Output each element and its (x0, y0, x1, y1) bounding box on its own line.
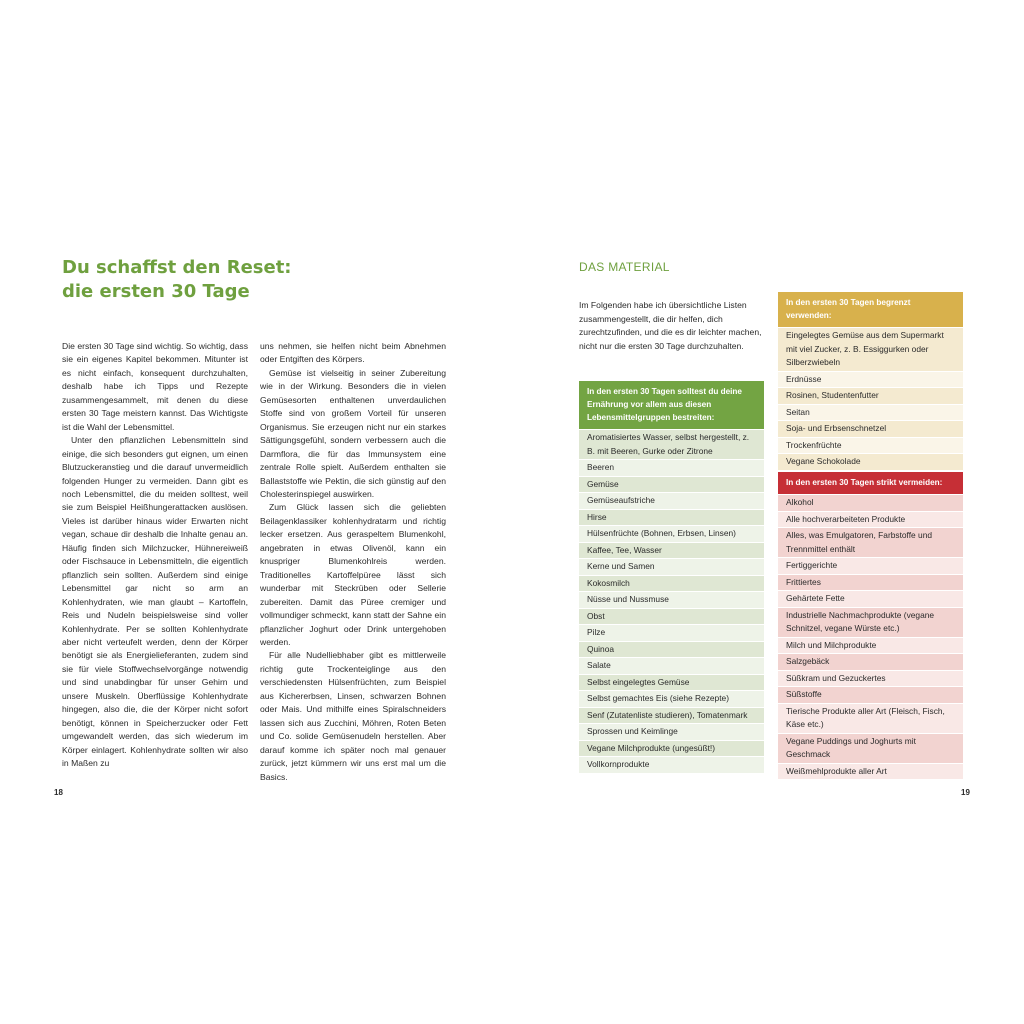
limited-foods-box (778, 292, 963, 470)
list-item: Aromatisiertes Wasser, selbst hergestellt, z. B. mit Beeren, Gurke oder Zitrone (579, 429, 764, 459)
list-item: Nüsse und Nussmuse (579, 591, 764, 608)
paragraph: Gemüse ist vielseitig in seiner Zubereitung wie in der Wirkung. Besonders die in vielen Gemüsesorten enthaltenen unverdaulichen Stoffe sind von großem Vorteil für unseren Organismus. Sie erzeugen nicht nur ein starkes Sättigungsgefühl, sondern verbessern auch die Darmflora, die für das Immunsystem eine zentrale Rolle spielt. Außerdem enthalten sie Ballaststoffe wie Pektin, die sich günstig auf den Cholesterinspiegel auswirken. (260, 367, 446, 499)
list-item: Kerne und Samen (579, 558, 764, 575)
avoid-foods-list (778, 494, 963, 779)
section-label: DAS MATERIAL (579, 260, 670, 274)
paragraph: uns nehmen, sie helfen nicht beim Abnehmen oder Entgiften des Körpers. (260, 341, 446, 365)
list-item: Fertiggerichte (778, 557, 963, 574)
list-item: Salate (579, 657, 764, 674)
list-item: Selbst eingelegtes Gemüse (579, 674, 764, 691)
list-item: Industrielle Nachmachprodukte (vegane Schnitzel, vegane Würste etc.) (778, 607, 963, 637)
box-heading: In den ersten 30 Tagen solltest du deine Ernährung vor allem aus diesen Lebensmittelgruppen bestreiten: (579, 381, 764, 429)
list-item: Senf (Zutatenliste studieren), Tomatenmark (579, 707, 764, 724)
list-item: Süßkram und Gezuckertes (778, 670, 963, 687)
list-item: Obst (579, 608, 764, 625)
list-item: Soja- und Erbsenschnetzel (778, 420, 963, 437)
list-item: Alles, was Emulgatoren, Farbstoffe und Trennmittel enthält (778, 527, 963, 557)
list-item: Beeren (579, 459, 764, 476)
page-title (62, 256, 292, 304)
intro-text: Im Folgenden habe ich übersichtliche Listen zusammengestellt, die dir helfen, dich zurechtzufinden, und die es dir leichter machen, nicht nur die ersten 30 Tage durchzuhalten. (579, 300, 762, 351)
page-number-right: 19 (961, 788, 970, 797)
list-item: Erdnüsse (778, 371, 963, 388)
body-column-1 (62, 340, 248, 771)
paragraph: Die ersten 30 Tage sind wichtig. So wichtig, dass sie ein eigenes Kapitel bekommen. Mitunter ist es nicht einfach, konsequent durchzuhalten, deshalb habe ich Tipps und Rezepte zusammengesammelt, mit denen du diese ersten 30 Tage meistern kannst. Das Wichtigste ist die Wahl der Lebensmittel. (62, 341, 248, 432)
list-item: Milch und Milchprodukte (778, 637, 963, 654)
recommended-foods-box (579, 381, 764, 773)
list-item: Eingelegtes Gemüse aus dem Supermarkt mit viel Zucker, z. B. Essiggurken oder Silberzwiebeln (778, 327, 963, 371)
list-item: Vegane Milchprodukte (ungesüßt!) (579, 740, 764, 757)
title-line-2: die ersten 30 Tage (62, 281, 250, 302)
list-item: Sprossen und Keimlinge (579, 723, 764, 740)
box-heading: In den ersten 30 Tagen strikt vermeiden: (778, 472, 963, 494)
page-number-left: 18 (54, 788, 63, 797)
list-item: Tierische Produkte aller Art (Fleisch, Fisch, Käse etc.) (778, 703, 963, 733)
list-item: Selbst gemachtes Eis (siehe Rezepte) (579, 690, 764, 707)
list-item: Alle hochverarbeiteten Produkte (778, 511, 963, 528)
list-item: Gemüseaufstriche (579, 492, 764, 509)
title-line-1: Du schaffst den Reset: (62, 257, 292, 278)
list-item: Pilze (579, 624, 764, 641)
box-heading: In den ersten 30 Tagen begrenzt verwenden: (778, 292, 963, 327)
list-item: Gehärtete Fette (778, 590, 963, 607)
list-item: Frittiertes (778, 574, 963, 591)
list-item: Süßstoffe (778, 686, 963, 703)
list-item: Vollkornprodukte (579, 756, 764, 773)
list-item: Hirse (579, 509, 764, 526)
list-item: Quinoa (579, 641, 764, 658)
avoid-foods-box (778, 472, 963, 779)
recommended-foods-list (579, 429, 764, 773)
list-item: Vegane Puddings und Joghurts mit Geschmack (778, 733, 963, 763)
list-item: Kaffee, Tee, Wasser (579, 542, 764, 559)
list-item: Vegane Schokolade (778, 453, 963, 470)
body-column-2 (260, 340, 446, 784)
list-item: Seitan (778, 404, 963, 421)
paragraph: Für alle Nudelliebhaber gibt es mittlerweile richtig gute Trockenteiglinge aus den verschiedensten Hülsenfrüchten, zum Beispiel aus Kichererbsen, Linsen, schwarzen Bohnen oder Mais. Und mithilfe eines Spiralschneiders lassen sich aus Zucchini, Möhren, Roten Beten und Co. solide Gemüsenudeln herstellen. Aber darauf komme ich später noch mal genauer zurück, jetzt kümmern wir uns erst mal um die Basics. (260, 650, 446, 782)
list-item: Salzgebäck (778, 653, 963, 670)
list-item: Trockenfrüchte (778, 437, 963, 454)
list-item: Gemüse (579, 476, 764, 493)
paragraph: Zum Glück lassen sich die geliebten Beilagenklassiker kohlenhydratarm und richtig lecker ersetzen. Aus geraspeltem Blumenkohl, angebraten in etwas Olivenöl, kann ein knuspriger Blumenkohlreis werden. Traditionelles Kartoffelpüree lässt sich wunderbar mit Steckrüben oder Sellerie zubereiten. Damit das Püree cremiger und vollmundiger schmeckt, kann statt der Sahne ein pflanzlicher Joghurt oder Drink untergehoben werden. (260, 502, 446, 647)
paragraph: Unter den pflanzlichen Lebensmitteln sind einige, die sich besonders gut eignen, um einen Blutzuckeranstieg und die darauf unvermeidlich folgenden Hunger zu vermeiden. Dann gibt es noch Lebensmittel, die du meiden solltest, weil sie zum Beispiel Heißhungerattacken auslösen. Vieles ist darüber hinaus wider Erwarten nicht vegan, schaue dir deshalb die Inhalte genau an. Häufig finden sich Milchzucker, Hühnereiweiß oder Fischsauce in Lebensmitteln, die eigentlich pflanzlich sein sollten. Außerdem sind einige Lebensmittel gar nicht so arm an Kohlenhydraten, wie man glaubt – Kartoffeln, Reis und Nudeln beispielsweise sind voller Kohlenhydrate. Per se sollten Kohlenhydrate aber nicht verteufelt werden, denn der Körper benötigt sie als Energielieferanten, zudem sind sie für viele Stoffwechselvorgänge notwendig und sind unabdingbar für unser Gehirn und unsere Muskeln. Überflüssige Kohlenhydrate hingegen, also die, die der Körper nicht sofort benötigt, können in Speicherzucker oder Fett umgewandelt werden, das sich wiederum im Körper einlagert. Kohlenhydrate sollten wir also in Maßen zu (62, 435, 248, 769)
list-item: Hülsenfrüchte (Bohnen, Erbsen, Linsen) (579, 525, 764, 542)
list-item: Weißmehlprodukte aller Art (778, 763, 963, 780)
list-item: Kokosmilch (579, 575, 764, 592)
list-item: Rosinen, Studentenfutter (778, 387, 963, 404)
list-item: Alkohol (778, 494, 963, 511)
limited-foods-list (778, 327, 963, 470)
